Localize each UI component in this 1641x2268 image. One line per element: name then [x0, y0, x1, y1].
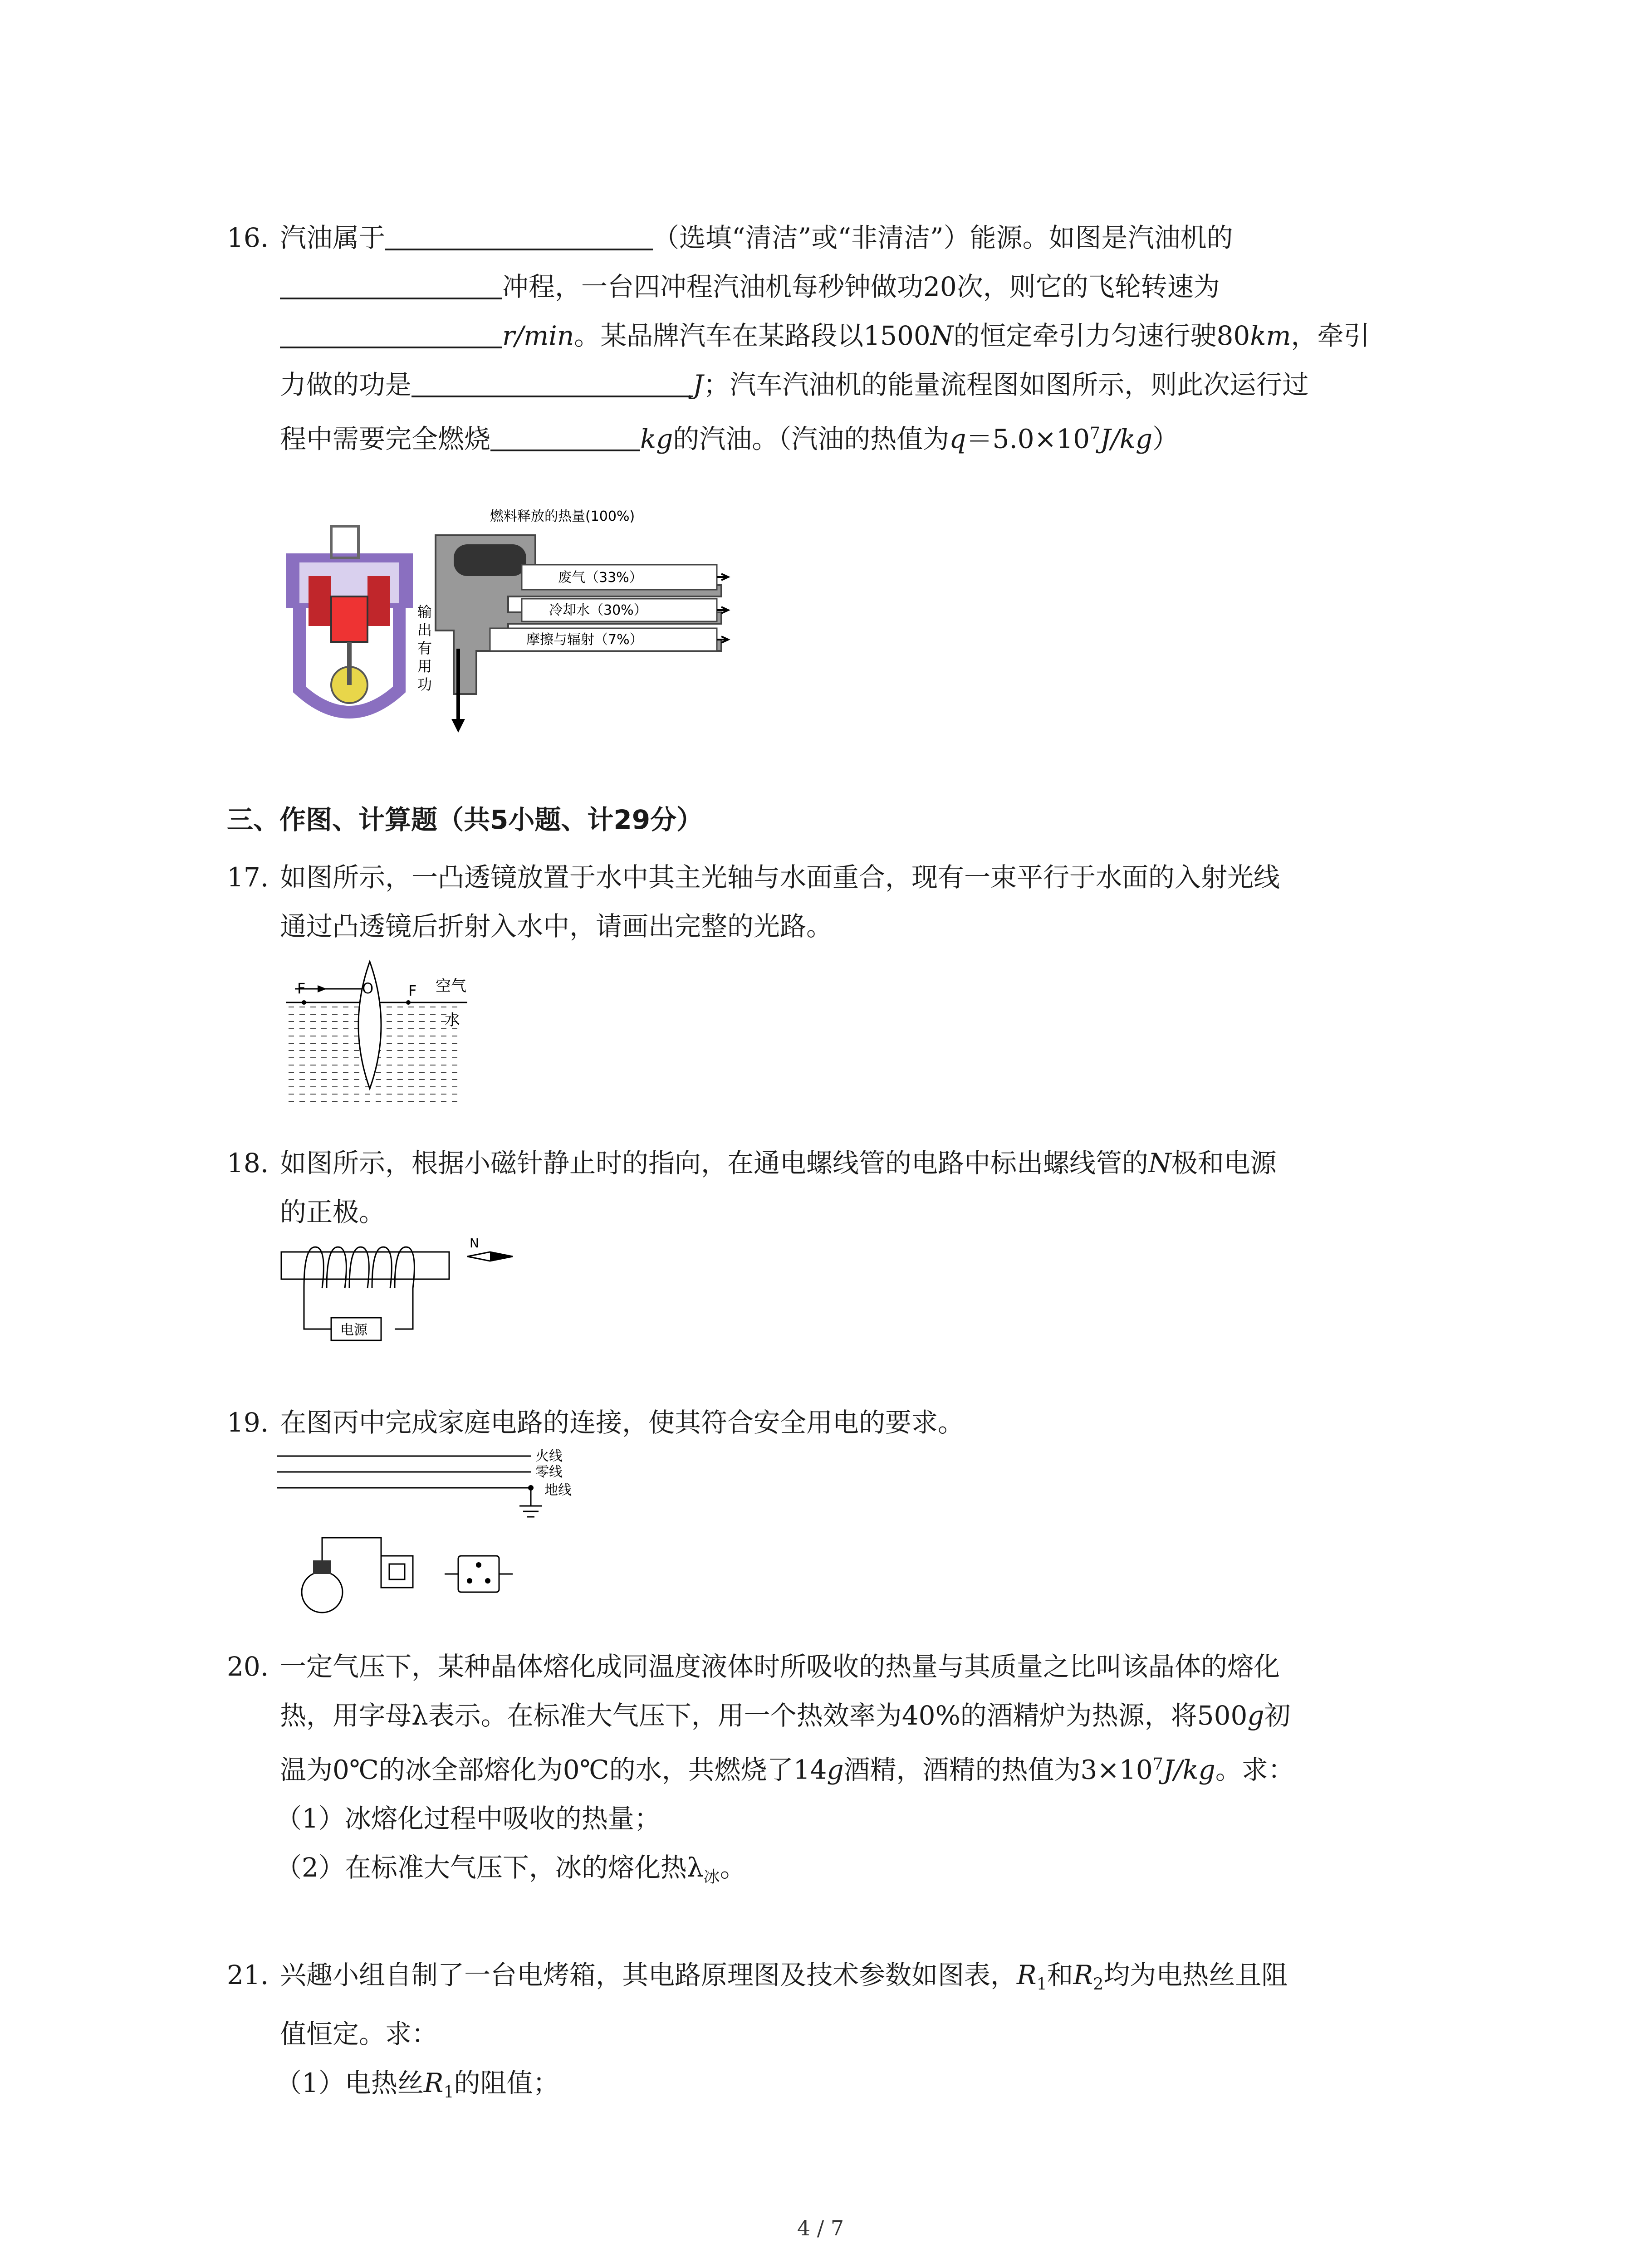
engine-cylinder-figure: [277, 517, 426, 744]
question-20: [227, 1642, 1294, 1902]
light-bulb-icon: [302, 1572, 343, 1613]
q17-line-2: 通过凸透镜后折射入水中，请画出完整的光路。: [280, 911, 833, 942]
q20-subquestion-1: （1）冰熔化过程中吸收的热量；: [275, 1803, 661, 1834]
q19-line-1: 在图丙中完成家庭电路的连接，使其符合安全用电的要求。: [280, 1407, 965, 1438]
solenoid-figure: [277, 1234, 531, 1347]
switch-icon: [381, 1556, 413, 1588]
optical-center-label: O: [362, 980, 374, 997]
q21-line-1: 兴趣小组自制了一台电烤箱，其电路原理图及技术参数如图表，$R_1$和$R_2$均为电热丝且阻: [280, 1960, 1288, 1994]
output-char: 用: [417, 658, 432, 675]
question-19: [227, 1398, 964, 1447]
q16-line-3: r/min。某品牌汽车在某路段以1500N的恒定牵引力匀速行驶80km，牵引: [280, 311, 1370, 360]
answer-blank[interactable]: [490, 422, 640, 451]
q20-line-2: 热，用字母λ表示。在标准大气压下，用一个热效率为40%的酒精炉为热源，将500g初: [280, 1700, 1291, 1731]
question-17: [227, 853, 1280, 951]
fuel-heat-label: 燃料释放的热量(100%): [490, 508, 635, 524]
output-char: 功: [417, 676, 432, 693]
focus-label-left: F: [297, 980, 306, 997]
page-number: 4 / 7: [797, 2216, 844, 2240]
circuit-wire-right: [395, 1288, 413, 1329]
answer-blank[interactable]: [280, 270, 502, 299]
exhaust-label: 废气（33%）: [558, 570, 643, 586]
q16-line-1: 汽油属于 （选填“清洁”或“非清洁”）能源。如图是汽油机的: [280, 222, 1233, 253]
q21-subquestion-1: （1）电热丝$R_1$的阻值；: [275, 2067, 559, 2102]
north-pole-label: N: [470, 1236, 479, 1251]
focus-point-left: [302, 1000, 306, 1005]
question-number: 19.: [227, 1407, 269, 1438]
q16-line-2: 冲程，一台四冲程汽油机每秒钟做功20次，则它的飞轮转速为: [280, 262, 1370, 311]
output-char: 有: [417, 640, 432, 657]
household-circuit-figure: [277, 1447, 585, 1628]
question-number: 18.: [227, 1148, 269, 1178]
piston: [331, 596, 367, 642]
lamp-socket: [313, 1560, 331, 1574]
question-18: [227, 1139, 1277, 1237]
arrow-icon: [318, 985, 327, 992]
solenoid-coil: [304, 1247, 414, 1288]
spark-plug: [331, 526, 358, 558]
friction-label: 摩擦与辐射（7%）: [526, 632, 643, 648]
compass-needle-dark-half: [490, 1252, 513, 1261]
output-char: 出: [417, 621, 432, 639]
q16-line-5: 程中需要完全燃烧 kg的汽油。（汽油的热值为$q=5.0\times 10^7J/kg$）: [280, 423, 1179, 455]
air-label: 空气: [436, 977, 466, 995]
energy-flow-figure: [408, 499, 735, 735]
cooling-label: 冷却水（30%）: [549, 602, 647, 618]
exhaust-valve: [367, 576, 390, 626]
intake-valve: [309, 576, 331, 626]
neutral-wire-label: 零线: [535, 1464, 563, 1480]
q16-line-4: 力做的功是 J；汽车汽油机的能量流程图如图所示，则此次运行过: [280, 369, 1309, 400]
question-number: 20.: [227, 1651, 269, 1682]
socket-outlet-icon: [458, 1556, 499, 1592]
question-number: 21.: [227, 1960, 269, 1990]
down-arrow-icon: [451, 719, 465, 733]
question-number: 17.: [227, 862, 269, 893]
q17-line-1: 如图所示，一凸透镜放置于水中其主光轴与水面重合，现有一束平行于水面的入射光线: [280, 862, 1280, 893]
focus-point-right: [406, 1000, 411, 1005]
power-source-label: 电源: [340, 1322, 367, 1338]
section-heading: 三、作图、计算题（共5小题、计29分）: [227, 804, 703, 835]
question-16: [227, 213, 1370, 463]
output-char: 输: [417, 603, 432, 621]
live-wire-label: 火线: [535, 1448, 563, 1464]
focus-label-right: F: [408, 982, 417, 999]
arrow-icon: [717, 574, 728, 580]
q18-line-1: 如图所示，根据小磁针静止时的指向，在通电螺线管的电路中标出螺线管的N极和电源: [280, 1148, 1277, 1178]
q20-subquestion-2: （2）在标准大气压下，冰的熔化热$\lambda_冰$。: [275, 1852, 746, 1887]
car-icon: [454, 544, 526, 576]
water-label: 水: [445, 1011, 460, 1029]
socket-hole: [476, 1562, 481, 1568]
socket-hole: [467, 1578, 472, 1584]
answer-blank[interactable]: [280, 319, 502, 348]
socket-hole: [485, 1578, 490, 1584]
answer-blank[interactable]: [385, 221, 653, 250]
q21-line-2: 值恒定。求：: [280, 2018, 438, 2049]
q18-line-2: 的正极。: [280, 1197, 386, 1227]
question-number: 16.: [227, 222, 269, 253]
convex-lens-figure: [277, 953, 485, 1102]
ground-wire-label: 地线: [544, 1482, 572, 1498]
q20-line-3: 温为0℃的冰全部熔化为0℃的水，共燃烧了14g酒精，酒精的热值为$3\times 10^7J/kg$。求：: [280, 1754, 1294, 1785]
q20-line-1: 一定气压下，某种晶体熔化成同温度液体时所吸收的热量与其质量之比叫该晶体的熔化: [280, 1651, 1280, 1682]
question-21: [227, 1950, 1288, 2117]
answer-blank[interactable]: [411, 368, 693, 397]
